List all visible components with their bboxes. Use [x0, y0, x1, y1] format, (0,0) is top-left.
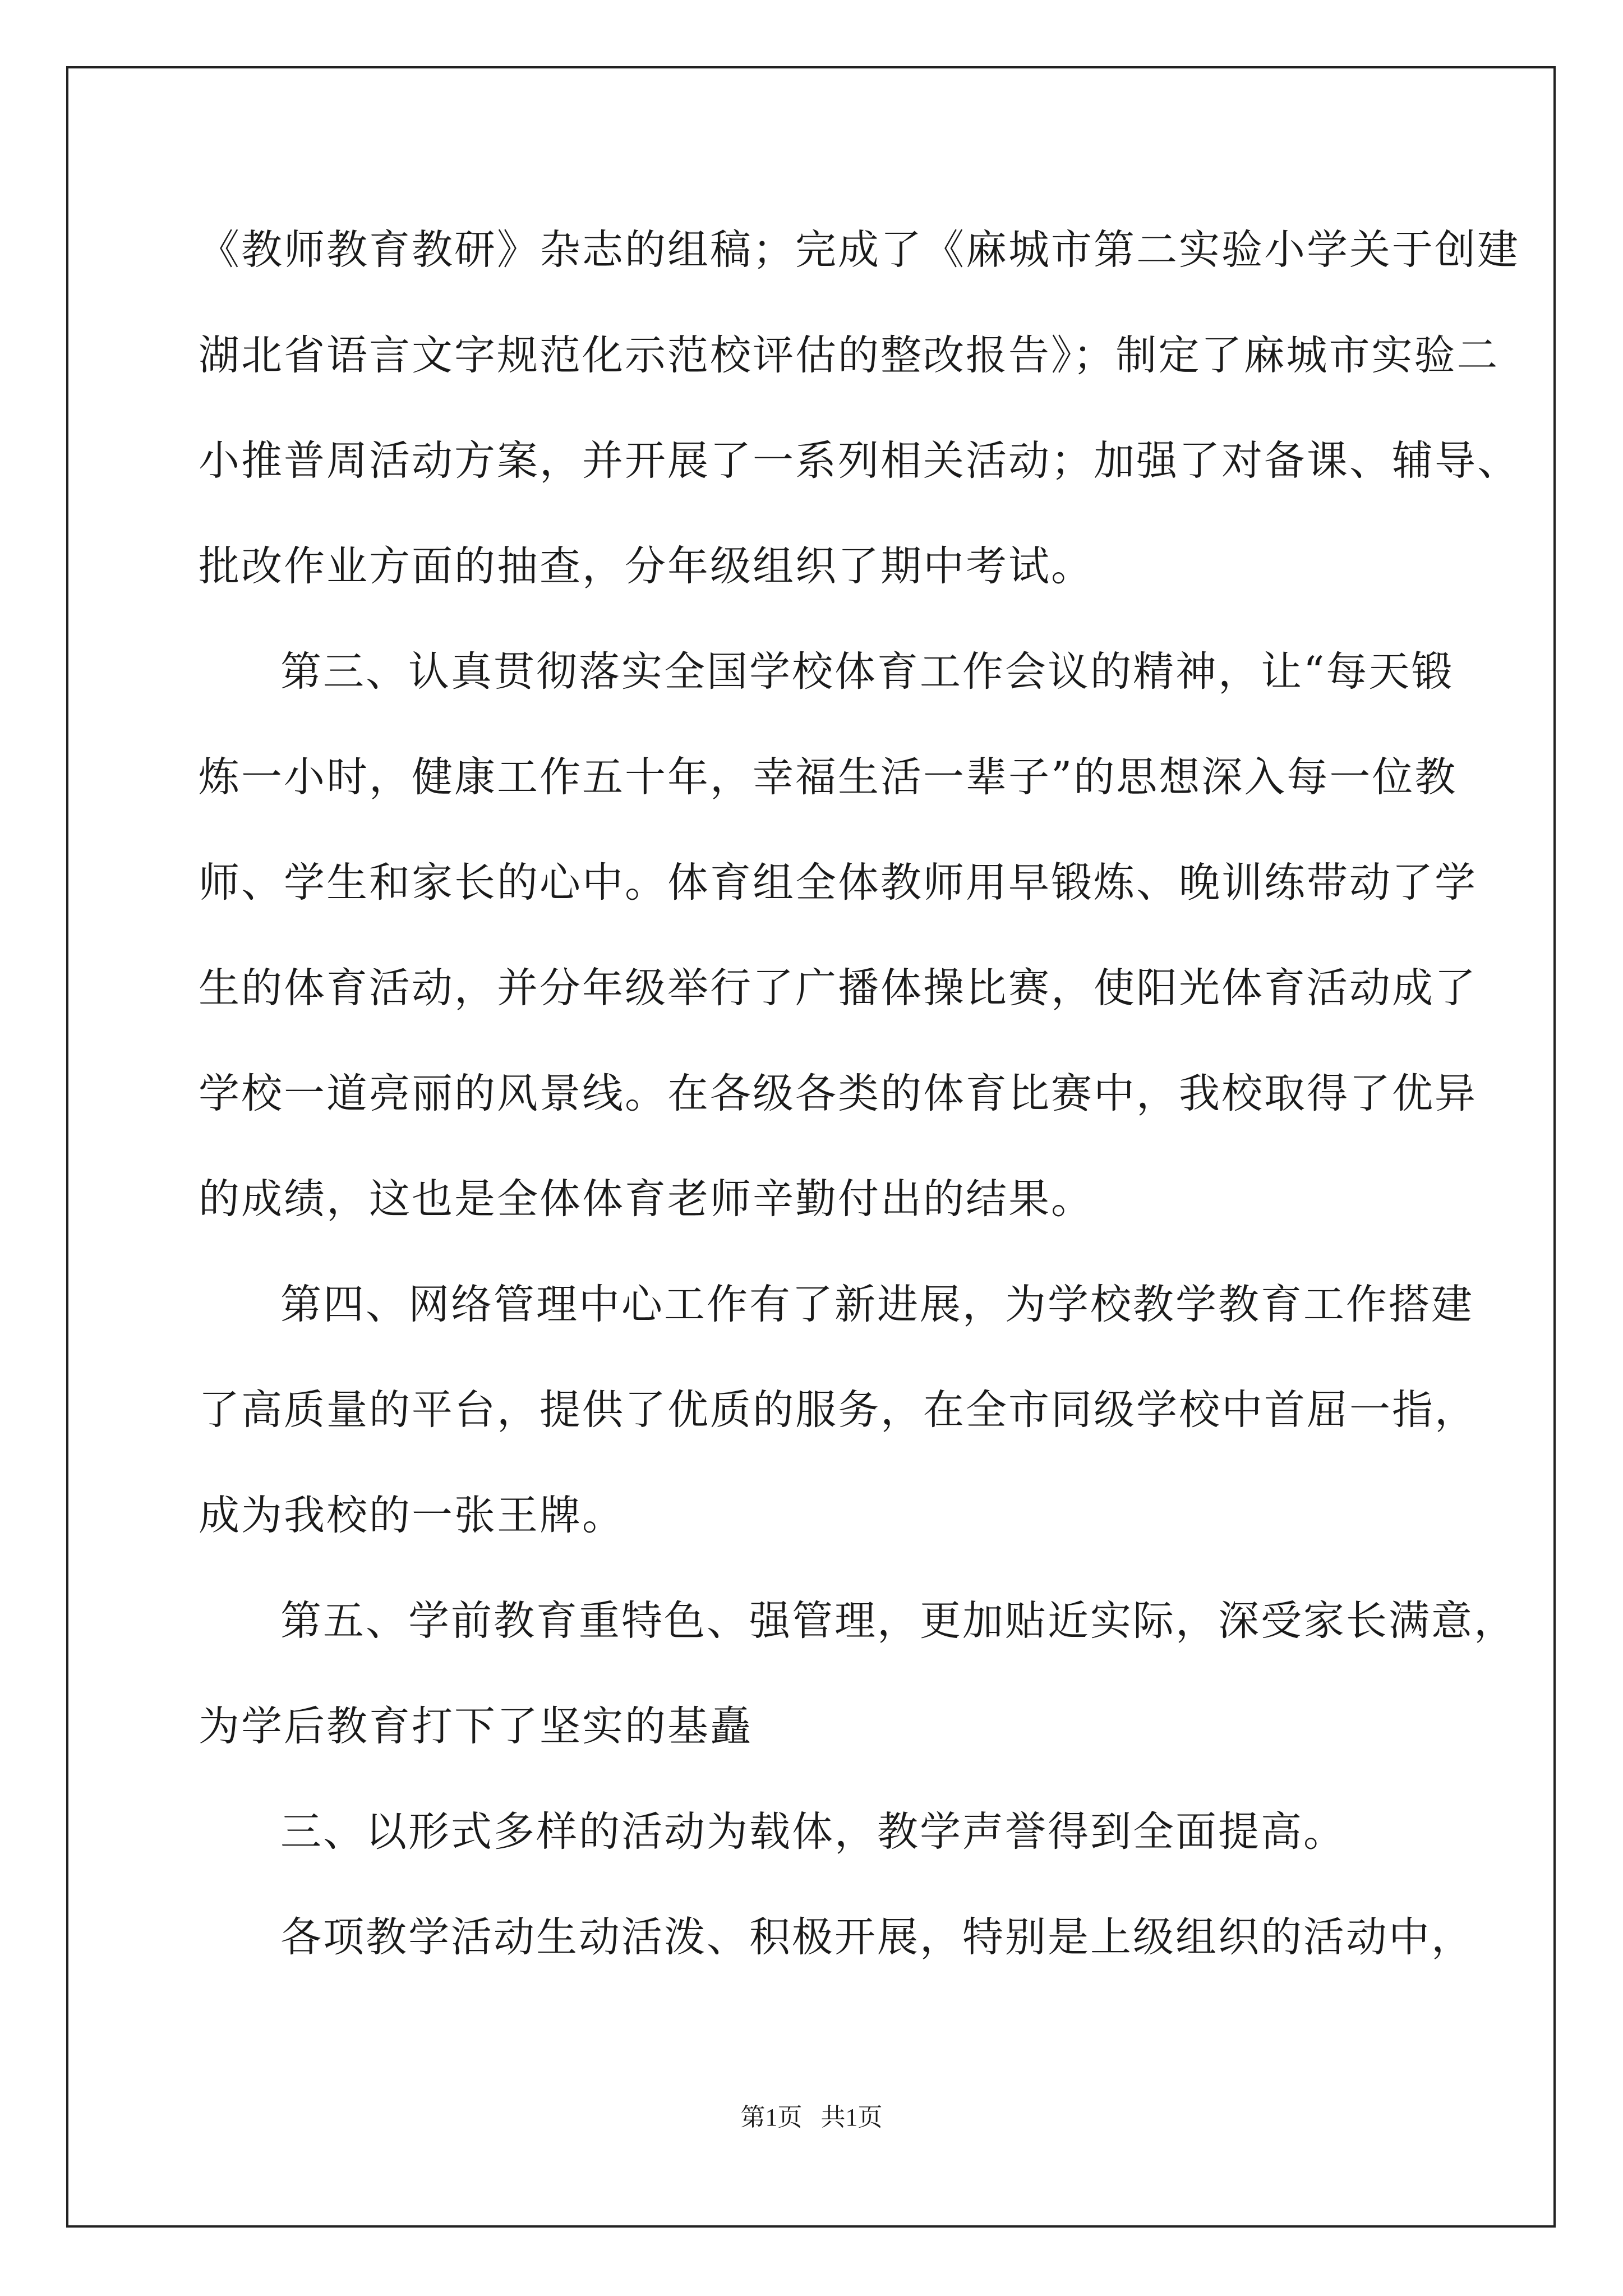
paragraph-6-start: 各项教学活动生动活泼、积极开展，特别是上级组织的活动中， — [280, 1913, 1474, 1961]
text-line-6: 炼一小时，健康工作五十年，幸福生活一辈子”的思想深入每一位教 — [199, 753, 1458, 801]
text-line-15: 为学后教育打下了坚实的基矗 — [199, 1703, 753, 1750]
text-line-10: 的成绩，这也是全体体育老师辛勤付出的结果。 — [199, 1175, 1094, 1223]
text-line-12: 了高质量的平台，提供了优质的服务，在全市同级学校中首屈一指， — [199, 1386, 1477, 1434]
paragraph-5-start: 第五、学前教育重特色、强管理，更加贴近实际，深受家长满意， — [280, 1597, 1516, 1645]
section-heading: 三、以形式多样的活动为载体，教学声誉得到全面提高。 — [280, 1808, 1346, 1856]
text-line-8: 生的体育活动，并分年级举行了广播体操比赛，使阳光体育活动成了 — [199, 964, 1477, 1012]
document-body — [199, 218, 1520, 2010]
text-line-2: 湖北省语言文字规范化示范校评估的整改报告》；制定了麻城市实验二 — [199, 332, 1500, 379]
text-line-9: 学校一道亮丽的风景线。在各级各类的体育比赛中，我校取得了优异 — [199, 1070, 1477, 1117]
text-line-1: 《教师教育教研》杂志的组稿；完成了《麻城市第二实验小学关于创建 — [199, 226, 1520, 274]
paragraph-4-start: 第四、网络管理中心工作有了新进展，为学校教学教育工作搭建 — [280, 1281, 1474, 1328]
page-footer: 第1页 共1页 — [740, 2104, 883, 2131]
text-line-4: 批改作业方面的抽查，分年级组织了期中考试。 — [199, 542, 1094, 590]
paragraph-3-start: 第三、认真贯彻落实全国学校体育工作会议的精神，让“每天锻 — [280, 648, 1454, 696]
text-line-7: 师、学生和家长的心中。体育组全体教师用早锻炼、晚训练带动了学 — [199, 859, 1477, 907]
text-line-3: 小推普周活动方案，并开展了一系列相关活动；加强了对备课、辅导、 — [199, 437, 1520, 485]
text-line-13: 成为我校的一张王牌。 — [199, 1492, 625, 1539]
